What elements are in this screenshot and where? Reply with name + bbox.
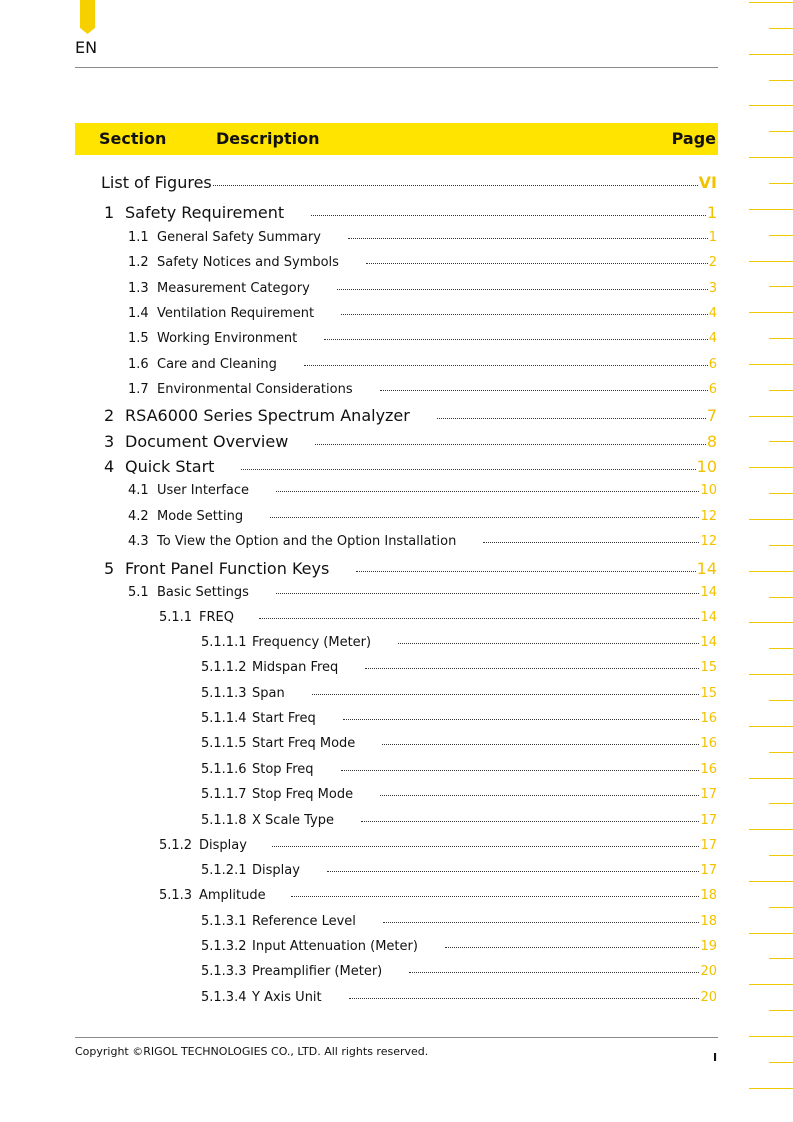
toc-entry-title: Amplitude bbox=[199, 888, 266, 903]
toc-header-bar bbox=[75, 123, 718, 155]
toc-dot-leader bbox=[291, 896, 700, 897]
toc-entry-title: Reference Level bbox=[252, 914, 356, 929]
toc-entry-number: 2 bbox=[104, 406, 115, 425]
toc-entry-title: Display bbox=[199, 838, 247, 853]
toc-entry-number: 1.1 bbox=[128, 230, 149, 245]
edge-thumb-index bbox=[749, 0, 793, 1122]
edge-index-line bbox=[749, 2, 793, 3]
toc-entry-page-number: 15 bbox=[700, 686, 717, 701]
toc-entry-page-number: 16 bbox=[700, 711, 717, 726]
toc-dot-leader bbox=[361, 821, 699, 822]
edge-index-line bbox=[749, 261, 793, 262]
toc-dot-leader bbox=[409, 972, 699, 973]
edge-index-line bbox=[769, 752, 793, 753]
toc-entry[interactable] bbox=[128, 357, 717, 372]
toc-entry-title: Y Axis Unit bbox=[252, 990, 322, 1005]
toc-entry-number: 4.2 bbox=[128, 509, 149, 524]
toc-entry-page-number: 6 bbox=[708, 382, 717, 397]
edge-index-line bbox=[749, 778, 793, 779]
toc-dot-leader bbox=[276, 593, 700, 594]
toc-entry-title: Span bbox=[252, 686, 285, 701]
toc-dot-leader bbox=[343, 719, 700, 720]
toc-entry-title: Front Panel Function Keys bbox=[125, 559, 330, 578]
toc-dot-leader bbox=[366, 263, 708, 264]
toc-entry[interactable] bbox=[201, 813, 717, 828]
toc-dot-leader bbox=[348, 238, 708, 239]
toc-entry[interactable] bbox=[201, 635, 717, 650]
toc-entry-number: 5.1.1.5 bbox=[201, 736, 247, 751]
edge-index-line bbox=[749, 726, 793, 727]
edge-index-line bbox=[769, 597, 793, 598]
edge-index-line bbox=[769, 441, 793, 442]
toc-dot-leader bbox=[315, 444, 706, 445]
toc-entry[interactable] bbox=[201, 863, 717, 878]
toc-entry-title: Input Attenuation (Meter) bbox=[252, 939, 418, 954]
edge-index-line bbox=[749, 364, 793, 365]
toc-entry[interactable] bbox=[201, 939, 717, 954]
toc-entry-page-number: 2 bbox=[708, 255, 717, 270]
toc-entry-page-number: 4 bbox=[708, 306, 717, 321]
toc-entry[interactable] bbox=[201, 711, 717, 726]
toc-entry-number: 5.1.1.8 bbox=[201, 813, 247, 828]
edge-index-line bbox=[749, 54, 793, 55]
toc-dot-leader bbox=[327, 871, 700, 872]
toc-entry[interactable] bbox=[201, 736, 717, 751]
toc-entry-title: Preamplifier (Meter) bbox=[252, 964, 383, 979]
page-number: I bbox=[713, 1051, 718, 1064]
toc-dot-leader bbox=[311, 215, 706, 216]
toc-entry-page-number: 6 bbox=[708, 357, 717, 372]
toc-entry[interactable] bbox=[201, 914, 717, 929]
toc-entry-number: 1.7 bbox=[128, 382, 149, 397]
toc-dot-leader bbox=[324, 339, 708, 340]
toc-dot-leader bbox=[241, 469, 695, 470]
toc-entry-number: 1.2 bbox=[128, 255, 149, 270]
edge-index-line bbox=[749, 519, 793, 520]
toc-dot-leader bbox=[337, 289, 708, 290]
toc-entry[interactable] bbox=[128, 483, 717, 498]
toc-entry-number: 5.1.1.6 bbox=[201, 762, 247, 777]
toc-entry-number: 1.4 bbox=[128, 306, 149, 321]
toc-entry-number: 5.1.1.3 bbox=[201, 686, 247, 701]
toc-entry-title: User Interface bbox=[157, 483, 249, 498]
toc-dot-leader bbox=[398, 643, 699, 644]
toc-entry-title: Quick Start bbox=[125, 457, 215, 476]
edge-index-line bbox=[749, 312, 793, 313]
toc-entry-page-number: 1 bbox=[708, 230, 717, 245]
toc-dot-leader bbox=[483, 542, 699, 543]
toc-entry-number: 5.1.1 bbox=[159, 610, 193, 625]
toc-entry-number: 5.1.3.4 bbox=[201, 990, 247, 1005]
edge-index-line bbox=[749, 622, 793, 623]
toc-entry-page-number: 19 bbox=[700, 939, 717, 954]
edge-index-line bbox=[769, 80, 793, 81]
edge-index-line bbox=[769, 545, 793, 546]
edge-index-line bbox=[749, 105, 793, 106]
toc-dot-leader bbox=[272, 846, 700, 847]
toc-header-page: Page bbox=[671, 129, 716, 148]
toc-entry-title: Safety Requirement bbox=[125, 203, 285, 222]
toc-entry-title: Start Freq Mode bbox=[252, 736, 356, 751]
toc-entry-number: 5.1.3.3 bbox=[201, 964, 247, 979]
toc-entry-page-number: 17 bbox=[700, 863, 717, 878]
edge-index-line bbox=[749, 209, 793, 210]
toc-dot-leader bbox=[380, 795, 699, 796]
toc-entry-page-number: 17 bbox=[700, 813, 717, 828]
edge-index-line bbox=[749, 881, 793, 882]
toc-entry[interactable] bbox=[128, 585, 717, 600]
edge-index-line bbox=[769, 648, 793, 649]
toc-entry-title: Midspan Freq bbox=[252, 660, 339, 675]
edge-index-line bbox=[749, 1036, 793, 1037]
toc-entry-title: Stop Freq Mode bbox=[252, 787, 354, 802]
header-divider bbox=[75, 67, 718, 68]
edge-index-line bbox=[769, 131, 793, 132]
edge-index-line bbox=[749, 157, 793, 158]
toc-entry[interactable] bbox=[128, 534, 717, 549]
edge-index-line bbox=[749, 933, 793, 934]
toc-entry-number: 5.1.2.1 bbox=[201, 863, 247, 878]
edge-index-line bbox=[749, 1088, 793, 1089]
toc-entry-number: 1.5 bbox=[128, 331, 149, 346]
toc-entry-title: Ventilation Requirement bbox=[157, 306, 315, 321]
edge-index-line bbox=[769, 958, 793, 959]
toc-entry[interactable] bbox=[128, 230, 717, 245]
toc-entry[interactable] bbox=[104, 559, 717, 578]
toc-entry[interactable] bbox=[159, 610, 717, 625]
toc-entry-number: 4 bbox=[104, 457, 115, 476]
toc-dot-leader bbox=[356, 571, 695, 572]
toc-entry-number: 5.1.1.7 bbox=[201, 787, 247, 802]
toc-entry-title: RSA6000 Series Spectrum Analyzer bbox=[125, 406, 410, 425]
toc-entry-title: Basic Settings bbox=[157, 585, 249, 600]
toc-entry[interactable] bbox=[104, 432, 717, 451]
toc-entry-number: 4.3 bbox=[128, 534, 149, 549]
toc-entry-list-of-figures[interactable] bbox=[101, 173, 717, 192]
toc-entry[interactable] bbox=[128, 509, 717, 524]
toc-entry[interactable] bbox=[159, 838, 717, 853]
toc-entry-number: 5 bbox=[104, 559, 115, 578]
toc-entry-page-number: 15 bbox=[700, 660, 717, 675]
toc-entry-number: 1.3 bbox=[128, 281, 149, 296]
toc-entry-page-number: 17 bbox=[700, 787, 717, 802]
toc-entry-title: X Scale Type bbox=[252, 813, 335, 828]
toc-entry-page-number: 20 bbox=[700, 990, 717, 1005]
toc-dot-leader bbox=[349, 998, 700, 999]
toc-dot-leader bbox=[276, 491, 699, 492]
toc-entry-page-number: 4 bbox=[708, 331, 717, 346]
toc-dot-leader bbox=[312, 694, 700, 695]
toc-entry[interactable] bbox=[104, 406, 717, 425]
toc-entry[interactable] bbox=[159, 888, 717, 903]
toc-entry[interactable] bbox=[201, 964, 717, 979]
toc-entry-number: 5.1.3.1 bbox=[201, 914, 247, 929]
toc-entry-title: Mode Setting bbox=[157, 509, 244, 524]
toc-entry-title: Frequency (Meter) bbox=[252, 635, 372, 650]
toc-entry[interactable] bbox=[128, 382, 717, 397]
toc-entry-page-number: VI bbox=[698, 173, 717, 192]
toc-entry-number: 3 bbox=[104, 432, 115, 451]
toc-entry-page-number: 14 bbox=[700, 585, 717, 600]
toc-entry-number: 5.1.3 bbox=[159, 888, 193, 903]
toc-entry-title: Measurement Category bbox=[157, 281, 310, 296]
toc-entry-page-number: 1 bbox=[706, 203, 717, 222]
toc-entry-page-number: 12 bbox=[700, 509, 717, 524]
toc-entry-title: Display bbox=[252, 863, 300, 878]
toc-dot-leader bbox=[341, 314, 708, 315]
toc-entry-title: FREQ bbox=[199, 610, 234, 625]
toc-entry-title: Working Environment bbox=[157, 331, 298, 346]
edge-index-line bbox=[769, 1062, 793, 1063]
toc-dot-leader bbox=[304, 365, 708, 366]
toc-entry-title: Document Overview bbox=[125, 432, 289, 451]
toc-dot-leader bbox=[341, 770, 700, 771]
toc-dot-leader bbox=[380, 390, 708, 391]
toc-entry-page-number: 8 bbox=[706, 432, 717, 451]
toc-entry-title: General Safety Summary bbox=[157, 230, 321, 245]
edge-index-line bbox=[749, 829, 793, 830]
edge-index-line bbox=[769, 338, 793, 339]
toc-entry-number: 5.1.2 bbox=[159, 838, 193, 853]
toc-dot-leader bbox=[383, 922, 700, 923]
toc-entry-title: Environmental Considerations bbox=[157, 382, 353, 397]
toc-entry[interactable] bbox=[104, 203, 717, 222]
toc-entry[interactable] bbox=[201, 990, 717, 1005]
copyright-notice: Copyright ©RIGOL TECHNOLOGIES CO., LTD. All rights reserved. bbox=[75, 1045, 429, 1058]
toc-entry-page-number: 16 bbox=[700, 762, 717, 777]
toc-entry[interactable] bbox=[128, 255, 717, 270]
toc-entry-number: 1.6 bbox=[128, 357, 149, 372]
toc-dot-leader bbox=[213, 185, 698, 186]
toc-dot-leader bbox=[259, 618, 699, 619]
toc-header-section: Section bbox=[99, 129, 167, 148]
toc-entry-number: 1 bbox=[104, 203, 115, 222]
edge-index-line bbox=[769, 286, 793, 287]
edge-index-line bbox=[769, 1010, 793, 1011]
toc-entry-page-number: 14 bbox=[700, 610, 717, 625]
edge-index-line bbox=[769, 183, 793, 184]
toc-entry-number: 5.1.1.4 bbox=[201, 711, 247, 726]
toc-entry[interactable] bbox=[201, 686, 717, 701]
toc-entry-page-number: 12 bbox=[700, 534, 717, 549]
toc-entry-page-number: 14 bbox=[696, 559, 717, 578]
toc-dot-leader bbox=[270, 517, 699, 518]
toc-entry[interactable] bbox=[104, 457, 717, 476]
toc-entry-number: 5.1.1.2 bbox=[201, 660, 247, 675]
toc-dot-leader bbox=[445, 947, 700, 948]
toc-entry-page-number: 7 bbox=[706, 406, 717, 425]
toc-entry-page-number: 14 bbox=[700, 635, 717, 650]
toc-entry-page-number: 17 bbox=[700, 838, 717, 853]
toc-entry[interactable] bbox=[128, 281, 717, 296]
edge-index-line bbox=[749, 571, 793, 572]
toc-entry[interactable] bbox=[128, 306, 717, 321]
edge-index-line bbox=[749, 467, 793, 468]
toc-entry-page-number: 10 bbox=[696, 457, 717, 476]
toc-entry-title: Stop Freq bbox=[252, 762, 314, 777]
toc-entry-number: 5.1 bbox=[128, 585, 149, 600]
toc-entry[interactable] bbox=[201, 762, 717, 777]
edge-index-line bbox=[769, 855, 793, 856]
edge-index-line bbox=[769, 28, 793, 29]
toc-entry-number: 4.1 bbox=[128, 483, 149, 498]
toc-entry[interactable] bbox=[201, 787, 717, 802]
toc-dot-leader bbox=[382, 744, 699, 745]
toc-entry-page-number: 18 bbox=[700, 888, 717, 903]
edge-index-line bbox=[749, 984, 793, 985]
toc-entry-page-number: 16 bbox=[700, 736, 717, 751]
toc-entry-title: Care and Cleaning bbox=[157, 357, 277, 372]
toc-entry-page-number: 3 bbox=[708, 281, 717, 296]
toc-dot-leader bbox=[365, 668, 699, 669]
toc-dot-leader bbox=[437, 418, 706, 419]
toc-entry-page-number: 20 bbox=[700, 964, 717, 979]
toc-entry-title: To View the Option and the Option Installation bbox=[157, 534, 457, 549]
edge-index-line bbox=[769, 493, 793, 494]
toc-entry-title: List of Figures bbox=[101, 173, 212, 192]
toc-header-description: Description bbox=[216, 129, 320, 148]
edge-index-line bbox=[769, 907, 793, 908]
toc-entry-number: 5.1.1.1 bbox=[201, 635, 247, 650]
toc-entry-page-number: 18 bbox=[700, 914, 717, 929]
toc-entry-page-number: 10 bbox=[700, 483, 717, 498]
toc-entry-title: Safety Notices and Symbols bbox=[157, 255, 339, 270]
edge-index-line bbox=[749, 674, 793, 675]
edge-index-line bbox=[769, 235, 793, 236]
edge-index-line bbox=[769, 803, 793, 804]
footer-divider bbox=[75, 1037, 718, 1038]
chapter-tab-marker bbox=[80, 0, 95, 34]
toc-entry[interactable] bbox=[128, 331, 717, 346]
toc-entry-title: Start Freq bbox=[252, 711, 316, 726]
edge-index-line bbox=[769, 700, 793, 701]
edge-index-line bbox=[749, 416, 793, 417]
toc-entry-number: 5.1.3.2 bbox=[201, 939, 247, 954]
language-label: EN bbox=[75, 38, 98, 57]
toc-entry[interactable] bbox=[201, 660, 717, 675]
edge-index-line bbox=[769, 390, 793, 391]
